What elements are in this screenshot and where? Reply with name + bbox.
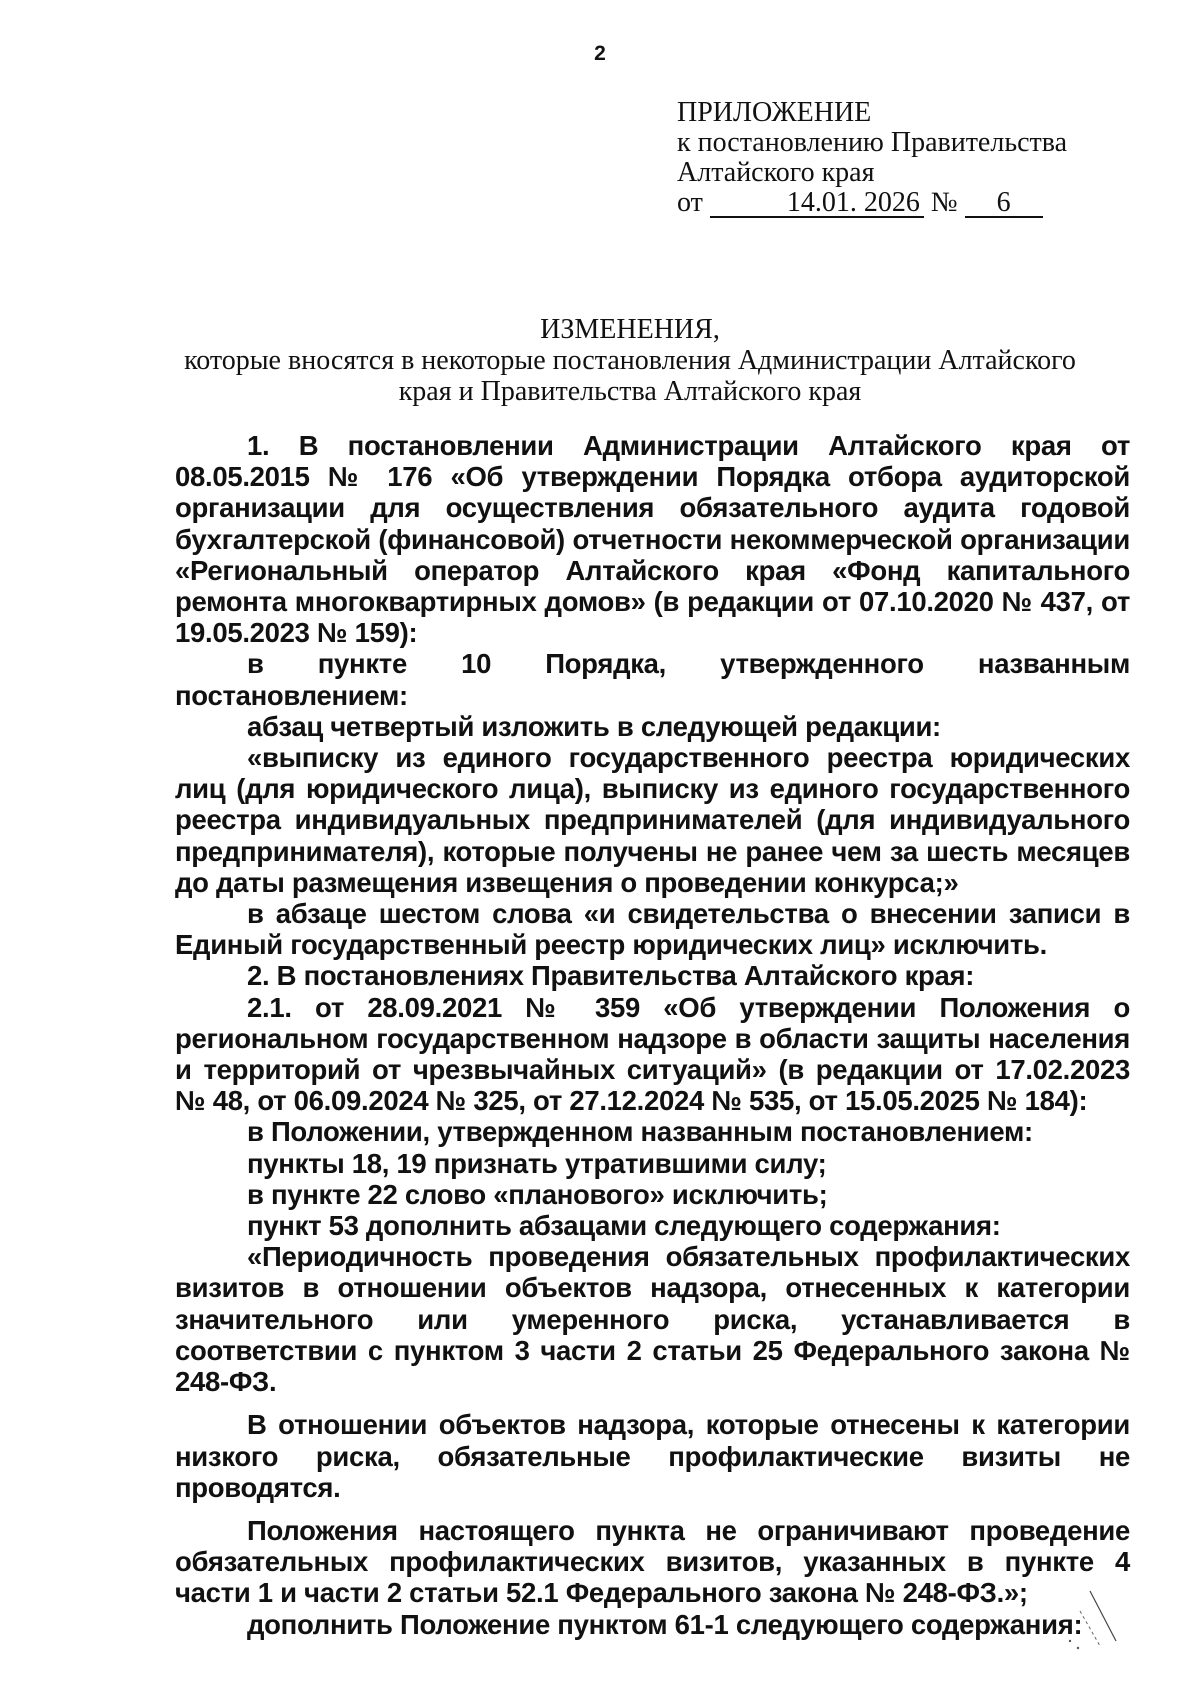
paragraph: 1. В постановлении Администрации Алтайского края от 08.05.2015 № 176 «Об утверждении Порядка отбора аудиторской организации для осуществления обязательного аудита годовой бухгалтерской (финансовой) отчетности некоммерческой организации «Региональный оператор Алтайского края «Фонд капитального ремонта многоквартирных домов» (в редакции от 07.10.2020 № 437, от 19.05.2023 № 159): <box>175 430 1130 649</box>
paragraph: абзац четвертый изложить в следующей редакции: <box>247 710 941 742</box>
appendix-block <box>677 98 1137 218</box>
paragraph: в пункте 10 Порядка, утвержденного названным постановлением: <box>175 648 1130 711</box>
heading-title: ИЗМЕНЕНИЯ, <box>540 314 720 345</box>
paragraph: пункт 53 дополнить абзацами следующего содержания: <box>247 1210 1001 1242</box>
document-body <box>175 430 1130 1640</box>
number-prefix: № <box>930 187 958 218</box>
paragraph: 2. В постановлениях Правительства Алтайского края: <box>247 960 975 992</box>
paragraph: в абзаце шестом слова «и свидетельства о внесении записи в Единый государственный реестр юридических лиц» исключить. <box>175 898 1130 961</box>
appendix-title: ПРИЛОЖЕНИЕ <box>677 97 872 128</box>
scan-artifact <box>1050 1586 1120 1656</box>
appendix-line-2: Алтайского края <box>677 157 875 188</box>
paragraph: Положения настоящего пункта не ограничивают проведение обязательных профилактических визитов, указанных в пункте 4 части 1 и части 2 статьи 52.1 Федерального закона № 248-ФЗ.»; <box>175 1514 1130 1609</box>
heading-subtitle-line-1: которые вносятся в некоторые постановления Администрации Алтайского <box>184 345 1076 376</box>
paragraph: В отношении объектов надзора, которые отнесены к категории низкого риска, обязательные профилактические визиты не проводятся. <box>175 1409 1130 1503</box>
paragraph: «выписку из единого государственного реестра юридических лиц (для юридического лица), выписку из единого государственного реестра индивидуальных предпринимателей (для индивидуального предпринимателя), которые получены не ранее чем за шесть месяцев до даты размещения извещения о проведении конкурса;» <box>175 742 1130 898</box>
heading-subtitle-line-2: края и Правительства Алтайского края <box>398 376 862 407</box>
appendix-date-line <box>677 188 1137 218</box>
paragraph: пункты 18, 19 признать утратившими силу; <box>247 1147 827 1179</box>
appendix-line-1: к постановлению Правительства <box>677 127 1068 158</box>
date-value: 14.01. 2026 <box>710 190 924 218</box>
page-number: 2 <box>594 42 606 65</box>
paragraph: «Периодичность проведения обязательных профилактических визитов в отношении объектов надзора, отнесенных к категории значительного или умеренного риска, устанавливается в соответствии с пунктом 3 части 2 статьи 25 Федерального закона № 248-ФЗ. <box>175 1241 1130 1398</box>
document-heading <box>160 314 1100 407</box>
paragraph: 2.1. от 28.09.2021 № 359 «Об утверждении Положения о региональном государственном надзоре в области защиты населения и территорий от чрезвычайных ситуаций» (в редакции от 17.02.2023 № 48, от 06.09.2024 № 325, от 27.12.2024 № 535, от 15.05.2025 № 184): <box>175 991 1130 1117</box>
paragraph: в Положении, утвержденном названным постановлением: <box>247 1116 1033 1148</box>
paragraph: дополнить Положение пунктом 61-1 следующего содержания: <box>247 1608 1083 1640</box>
number-value: 6 <box>965 190 1043 218</box>
date-prefix: от <box>677 187 703 218</box>
paragraph: в пункте 22 слово «планового» исключить; <box>247 1178 828 1210</box>
